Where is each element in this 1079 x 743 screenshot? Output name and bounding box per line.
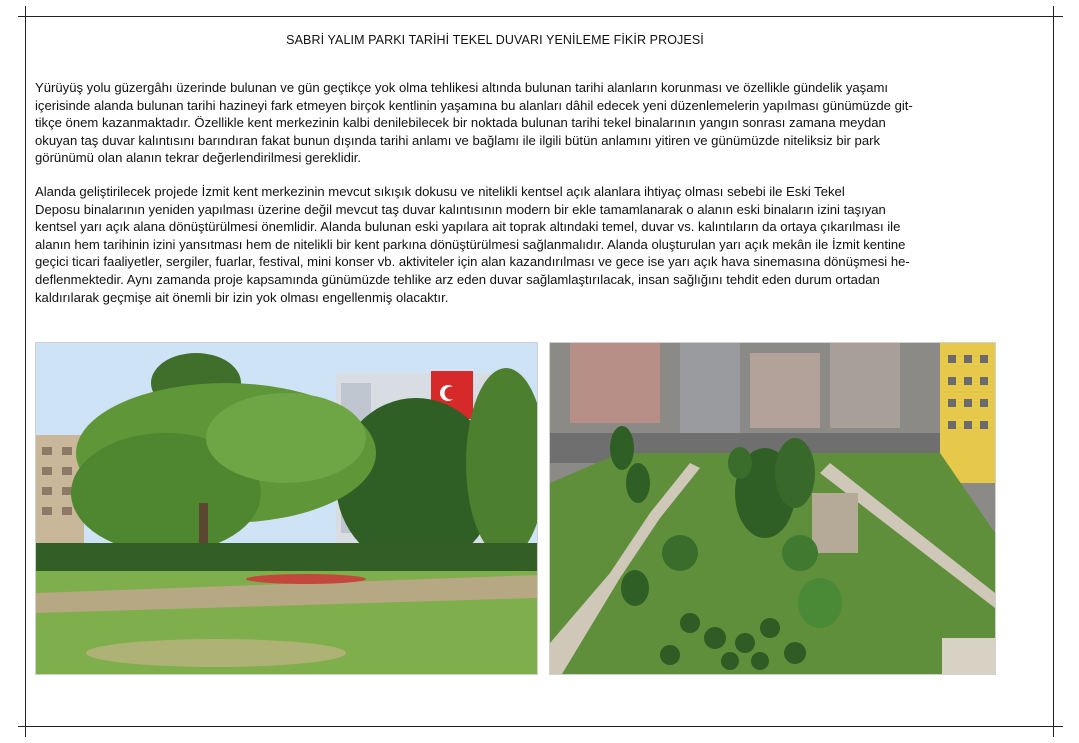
paragraph-line: içerisinde alanda bulunan tarihi hazineyi fark etmeyen birçok kentlinin yaşamına bu alanları dâhil edecek yeni düzenlemelerin yapılması günümüzde git- — [35, 97, 913, 113]
paragraph-line: Alanda geliştirilecek projede İzmit kent merkezinin mevcut sıkışık dokusu ve nitelikli kentsel açık alanlara ihtiyaç olması sebebi ile Eski Tekel — [35, 184, 845, 199]
building — [750, 353, 820, 428]
paragraph-line: kaldırılarak geçmişe ait önemli bir izin yok olması engellenmiş olacaktır. — [35, 289, 449, 305]
paragraph-line: geçici ticari faaliyetler, sergiler, fuarlar, festival, mini konser vb. aktiviteler için alan kazandırılması ve gece ise yarı açık hava sinemasına dönüşmesi he- — [35, 254, 910, 270]
left-border-line — [25, 6, 26, 737]
yellow-building — [940, 343, 995, 483]
park-ground-view-photo — [35, 342, 538, 675]
park-ground-view-illustration — [36, 343, 537, 674]
paragraph-line: kentsel yarı açık alana dönüştürülmesi önemlidir. Alanda bulunan eski yapılara ait toprak altındaki temel, duvar vs. kalıntıların da ortaya çıkarılması ile — [35, 219, 901, 235]
building — [680, 343, 740, 433]
park-aerial-view-photo — [549, 342, 996, 675]
paragraph-line: tikçe önem kazanmaktadır. Özellikle kent merkezinin kalbi denilebilecek bir noktada bulunan tarihi tekel binalarının yangın sonrası zamana meydan — [35, 115, 886, 131]
kiosk — [942, 638, 995, 674]
flower-bed — [246, 574, 366, 584]
document-title: SABRİ YALIM PARKI TARİHİ TEKEL DUVARI YENİLEME FİKİR PROJESİ — [286, 33, 704, 47]
historic-stone-wall — [812, 493, 858, 553]
paragraph-2 — [35, 183, 1013, 306]
bottom-border-line — [18, 726, 1063, 727]
paragraph-1 — [35, 79, 1013, 167]
paragraph-line: Yürüyüş yolu güzergâhı üzerinde bulunan ve gün geçtikçe yok olma tehlikesi altında bulunan tarihi alanların korunması ve özellikle gündelik yaşamı — [35, 80, 889, 95]
building — [570, 343, 660, 423]
hedge — [36, 543, 537, 573]
right-border-line — [1053, 6, 1054, 737]
building — [830, 343, 900, 428]
paragraph-line: görünümü olan alanın tekrar değerlendirilmesi gereklidir. — [35, 150, 362, 166]
park-aerial-view-illustration — [550, 343, 995, 674]
paragraph-line: alanın hem tarihinin izini yansıtması hem de nitelikli bir kent parkına dönüştürülmesi sağlanmalıdır. Alanda oluşturulan yarı açık mekân ile İzmit kentine — [35, 236, 906, 252]
paragraph-line: okuyan taş duvar kalıntısını barındıran fakat bunun dışında tarihi anlamı ve bağlamı ile ilgili bütün anlamını yitiren ve günümüzde niteliksiz bir park — [35, 132, 881, 148]
paragraph-line: Deposu binalarının yeniden yapılması üzerine değil mevcut taş duvar kalıntısının modern bir ekle tamamlanarak o alanın eski binaların izini taşıyan — [35, 201, 886, 217]
top-border-line — [18, 16, 1063, 17]
paragraph-line: deflenmektedir. Aynı zamanda proje kapsamında günümüzde tehlike arz eden duvar sağlamlaştırılacak, insan sağlığını tehdit eden durum ortadan — [35, 271, 880, 287]
